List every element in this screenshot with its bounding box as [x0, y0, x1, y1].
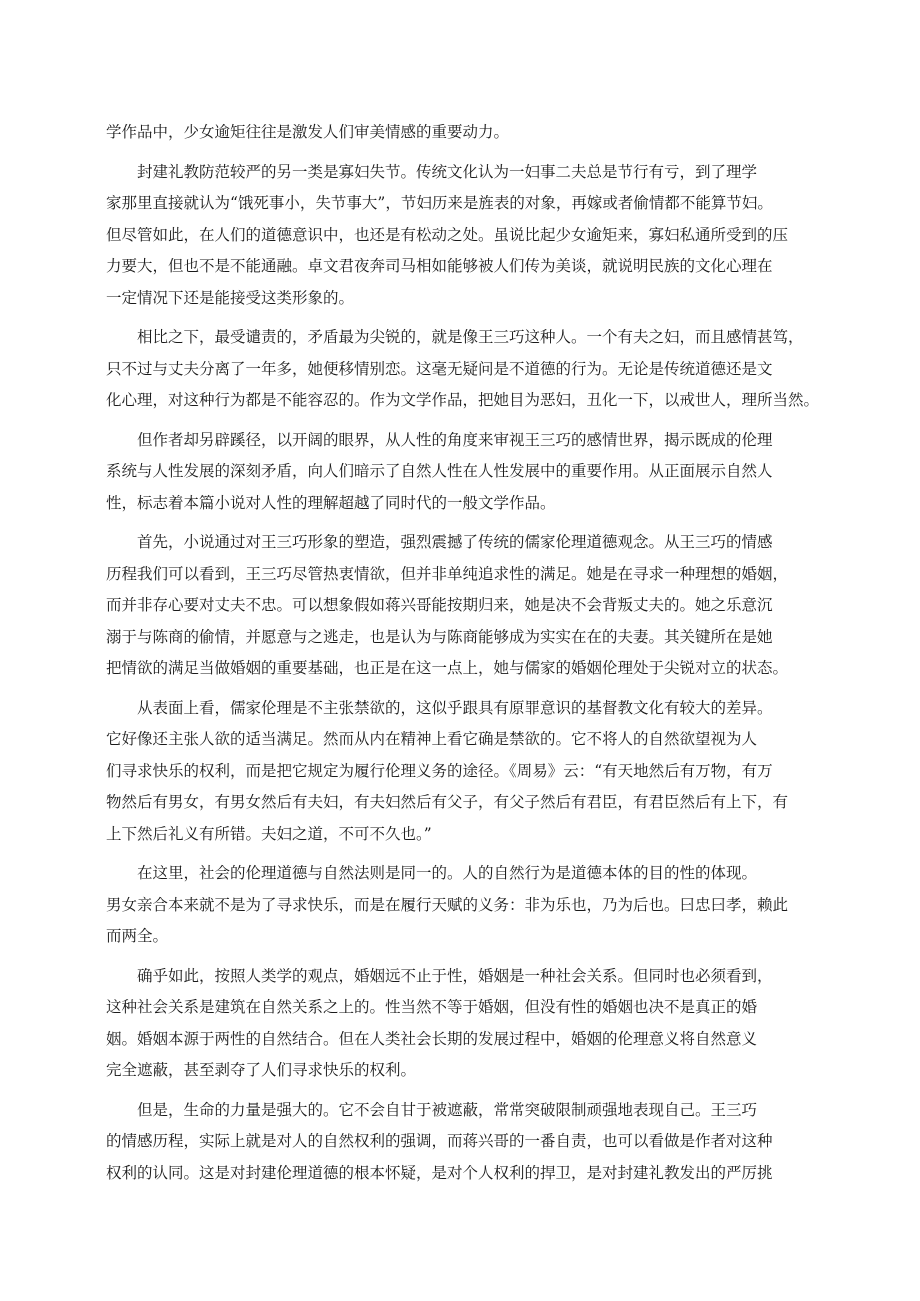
text-line: 而两全。 — [106, 927, 169, 945]
text-line: 把情欲的满足当做婚姻的重要基础，也正是在这一点上，她与儒家的婚姻伦理处于尖锐对立的状态。 — [106, 659, 789, 677]
text-line: 化心理，对这种行为都是不能容忍的。作为文学作品，把她目为恶妇，丑化一下，以戒世人，理所当然。 — [106, 391, 820, 409]
text-line: 相比之下，最受谴责的，矛盾最为尖锐的，就是像王三巧这种人。一个有夫之妇，而且感情甚笃， — [137, 328, 804, 346]
text-line: 们寻求快乐的权利，而是把它规定为履行伦理义务的途径。《周易》云：“有天地然后有万物，有万 — [106, 761, 773, 780]
text-line: 权利的认同。这是对封建伦理道德的根本怀疑，是对个人权利的捍卫，是对封建礼教发出的严厉挑 — [106, 1163, 773, 1182]
paragraph — [106, 117, 806, 149]
text-line: 上下然后礼义有所错。夫妇之道，不可不久也。” — [106, 824, 432, 843]
text-line: 但是，生命的力量是强大的。它不会自甘于被遮蔽，常常突破限制顽强地表现自己。王三巧 — [137, 1100, 758, 1119]
text-line: 但作者却另辟蹊径，以开阔的眼界，从人性的角度来审视王三巧的感情世界，揭示既成的伦理 — [137, 430, 773, 449]
text-line: 在这里，社会的伦理道德与自然法则是同一的。人的自然行为是道德本体的目的性的体现。 — [137, 864, 758, 882]
document-page — [106, 0, 820, 1301]
text-line: 学作品中，少女逾矩往往是激发人们审美情感的重要动力。 — [106, 123, 510, 141]
paragraph — [106, 425, 806, 520]
text-line: 首先，小说通过对王三巧形象的塑造，强烈震撼了传统的儒家伦理道德观念。从王三巧的情感 — [137, 533, 773, 551]
paragraph — [106, 322, 820, 417]
paragraph — [106, 858, 806, 953]
text-line: 一定情况下还是能接受这类形象的。 — [106, 288, 355, 307]
text-line: 男女亲合本来就不是为了寻求快乐，而是在履行天赋的义务：非为乐也，乃为后也。曰忠曰孝，赖此 — [106, 895, 789, 914]
text-line: 历程我们可以看到，王三巧尽管热衷情欲，但并非单纯追求性的满足。她是在寻求一种理想的婚姻， — [106, 564, 789, 583]
text-line: 完全遮蔽，甚至剥夺了人们寻求快乐的权利。 — [106, 1061, 417, 1079]
text-line: 而并非存心要对丈夫不忠。可以想象假如蒋兴哥能按期归来，她是决不会背叛丈夫的。她之乐意沉 — [106, 596, 773, 614]
paragraph — [106, 157, 806, 315]
text-line: 但尽管如此，在人们的道德意识中，也还是有松动之处。虽说比起少女逾矩来，寡妇私通所受到的压 — [106, 225, 789, 244]
text-line: 家那里直接就认为“饿死事小，失节事大”，节妇历来是旌表的对象，再嫁或者偷情都不能算节妇。 — [106, 194, 773, 212]
text-line: 性，标志着本篇小说对人性的理解超越了同时代的一般文学作品。 — [106, 493, 556, 512]
paragraph — [106, 961, 806, 1087]
text-line: 力要大，但也不是不能通融。卓文君夜奔司马相如能够被人们传为美谈，就说明民族的文化心理在 — [106, 257, 773, 275]
text-line: 从表面上看，儒家伦理是不主张禁欲的，这似乎跟具有原罪意识的基督教文化有较大的差异。 — [137, 698, 773, 717]
text-line: 确乎如此，按照人类学的观点，婚姻远不止于性，婚姻是一种社会关系。但同时也必须看到， — [137, 966, 773, 985]
text-line: 系统与人性发展的深刻矛盾，向人们暗示了自然人性在人性发展中的重要作用。从正面展示自然人 — [106, 462, 773, 480]
text-line: 它好像还主张人欲的适当满足。然而从内在精神上看它确是禁欲的。它不将人的自然欲望视为人 — [106, 730, 758, 748]
text-line: 物然后有男女，有男女然后有夫妇，有夫妇然后有父子，有父子然后有君臣，有君臣然后有上下，有 — [106, 793, 789, 811]
paragraph — [106, 527, 806, 685]
text-line: 的情感历程，实际上就是对人的自然权利的强调，而蒋兴哥的一番自责，也可以看做是作者对这种 — [106, 1132, 773, 1150]
text-line: 只不过与丈夫分离了一年多，她便移情别恋。这毫无疑问是不道德的行为。无论是传统道德还是文 — [106, 359, 773, 378]
text-line: 姻。婚姻本源于两性的自然结合。但在人类社会长期的发展过程中，婚姻的伦理意义将自然意义 — [106, 1029, 758, 1048]
paragraph — [106, 693, 806, 851]
text-line: 封建礼教防范较严的另一类是寡妇失节。传统文化认为一妇事二夫总是节行有亏，到了理学 — [137, 162, 758, 181]
text-line: 溺于与陈商的偷情，并愿意与之逃走，也是认为与陈商能够成为实实在在的夫妻。其关键所在是她 — [106, 627, 773, 646]
paragraph — [106, 1095, 806, 1190]
text-line: 这种社会关系是建筑在自然关系之上的。性当然不等于婚姻，但没有性的婚姻也决不是真正的婚 — [106, 998, 758, 1016]
